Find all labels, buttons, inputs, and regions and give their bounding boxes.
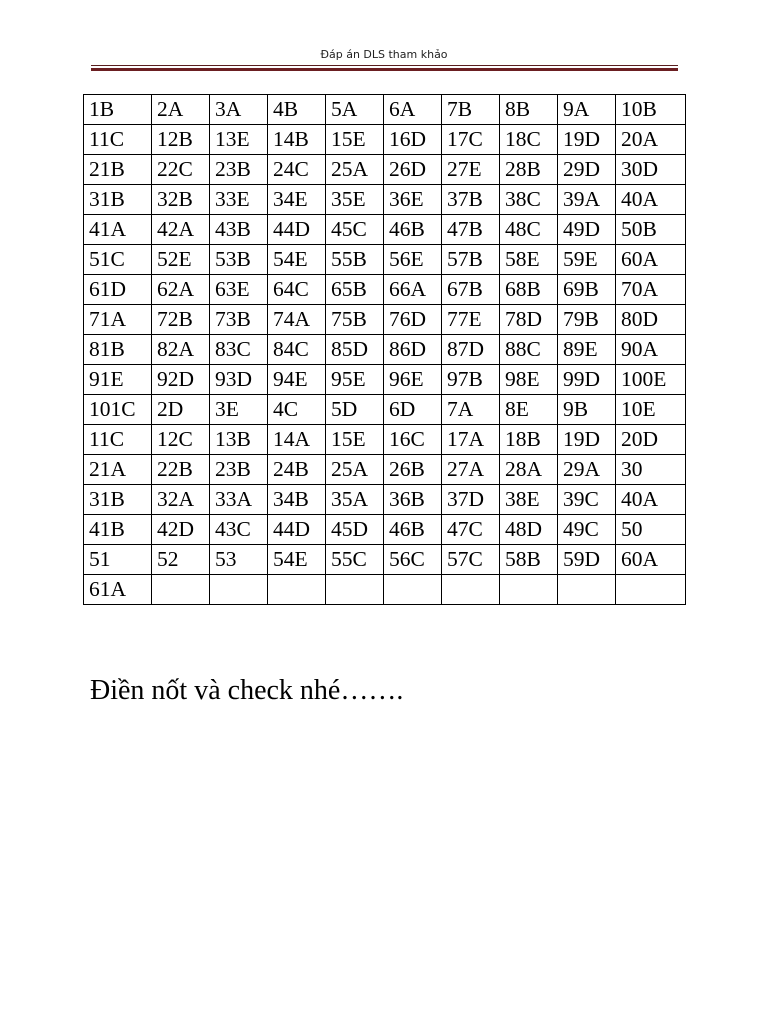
- answer-cell: 25A: [326, 155, 384, 185]
- answer-cell: 69B: [558, 275, 616, 305]
- answer-cell: 81B: [84, 335, 152, 365]
- answer-cell: 40A: [616, 485, 686, 515]
- answer-cell: 31B: [84, 185, 152, 215]
- answer-cell: 30D: [616, 155, 686, 185]
- answer-cell: 23B: [210, 455, 268, 485]
- answer-cell: 76D: [384, 305, 442, 335]
- answer-cell: 68B: [500, 275, 558, 305]
- answer-cell: 46B: [384, 515, 442, 545]
- answer-cell: 83C: [210, 335, 268, 365]
- answer-cell: 11C: [84, 425, 152, 455]
- answer-cell: 67B: [442, 275, 500, 305]
- answer-cell: 79B: [558, 305, 616, 335]
- answer-cell: 49D: [558, 215, 616, 245]
- table-row: [84, 95, 686, 125]
- answer-cell: 15E: [326, 125, 384, 155]
- answer-cell: 3A: [210, 95, 268, 125]
- answer-cell: [384, 575, 442, 605]
- answer-cell: 61D: [84, 275, 152, 305]
- answer-cell: 32B: [152, 185, 210, 215]
- answer-cell: 19D: [558, 125, 616, 155]
- answer-cell: 29D: [558, 155, 616, 185]
- table-row: [84, 395, 686, 425]
- answer-cell: [268, 575, 326, 605]
- table-row: [84, 155, 686, 185]
- answer-cell: 41A: [84, 215, 152, 245]
- answer-cell: 98E: [500, 365, 558, 395]
- answer-cell: 34B: [268, 485, 326, 515]
- closing-note: Điền nốt và check nhé…….: [90, 675, 404, 706]
- answer-cell: 96E: [384, 365, 442, 395]
- answer-cell: 85D: [326, 335, 384, 365]
- table-row: [84, 215, 686, 245]
- answer-cell: 1B: [84, 95, 152, 125]
- answer-cell: [442, 575, 500, 605]
- answer-cell: 40A: [616, 185, 686, 215]
- answer-cell: 43C: [210, 515, 268, 545]
- answer-cell: 72B: [152, 305, 210, 335]
- answer-cell: 88C: [500, 335, 558, 365]
- answer-cell: 39C: [558, 485, 616, 515]
- answer-cell: [210, 575, 268, 605]
- answer-cell: 10E: [616, 395, 686, 425]
- answer-cell: 7B: [442, 95, 500, 125]
- answer-cell: 18B: [500, 425, 558, 455]
- answer-cell: 28B: [500, 155, 558, 185]
- table-row: [84, 545, 686, 575]
- table-row: [84, 245, 686, 275]
- answer-cell: 92D: [152, 365, 210, 395]
- answer-cell: 12C: [152, 425, 210, 455]
- answer-cell: 66A: [384, 275, 442, 305]
- answer-cell: 47C: [442, 515, 500, 545]
- answer-cell: 11C: [84, 125, 152, 155]
- table-row: [84, 575, 686, 605]
- header-divider-thick: [91, 68, 678, 71]
- answer-cell: 60A: [616, 545, 686, 575]
- answer-cell: 6D: [384, 395, 442, 425]
- answer-cell: 27A: [442, 455, 500, 485]
- answer-cell: 20D: [616, 425, 686, 455]
- answer-cell: 54E: [268, 245, 326, 275]
- answer-cell: [616, 575, 686, 605]
- answer-cell: 27E: [442, 155, 500, 185]
- answer-cell: 30: [616, 455, 686, 485]
- answer-cell: 84C: [268, 335, 326, 365]
- answer-cell: 87D: [442, 335, 500, 365]
- answer-cell: 51C: [84, 245, 152, 275]
- answer-cell: 22C: [152, 155, 210, 185]
- answer-cell: 17A: [442, 425, 500, 455]
- answer-cell: 59D: [558, 545, 616, 575]
- answer-cell: 18C: [500, 125, 558, 155]
- answer-cell: 50B: [616, 215, 686, 245]
- answer-cell: 4C: [268, 395, 326, 425]
- answer-cell: 44D: [268, 515, 326, 545]
- answer-cell: 53B: [210, 245, 268, 275]
- table-row: [84, 365, 686, 395]
- answer-cell: 46B: [384, 215, 442, 245]
- answer-cell: 2A: [152, 95, 210, 125]
- table-row: [84, 335, 686, 365]
- answer-cell: 32A: [152, 485, 210, 515]
- answer-cell: [558, 575, 616, 605]
- answer-cell: 7A: [442, 395, 500, 425]
- answer-cell: 37D: [442, 485, 500, 515]
- table-row: [84, 485, 686, 515]
- answer-cell: 50: [616, 515, 686, 545]
- document-header-title: Đáp án DLS tham khảo: [320, 48, 448, 61]
- answer-cell: 57C: [442, 545, 500, 575]
- answer-cell: 16D: [384, 125, 442, 155]
- answer-cell: 37B: [442, 185, 500, 215]
- answer-cell: 20A: [616, 125, 686, 155]
- answer-cell: 12B: [152, 125, 210, 155]
- answer-cell: 56E: [384, 245, 442, 275]
- answer-cell: 94E: [268, 365, 326, 395]
- table-row: [84, 455, 686, 485]
- answer-cell: 55B: [326, 245, 384, 275]
- answer-cell: 61A: [84, 575, 152, 605]
- answer-cell: 17C: [442, 125, 500, 155]
- answer-cell: 38C: [500, 185, 558, 215]
- answer-cell: 9B: [558, 395, 616, 425]
- answer-cell: 26B: [384, 455, 442, 485]
- answer-cell: 100E: [616, 365, 686, 395]
- answer-cell: 39A: [558, 185, 616, 215]
- answer-cell: 23B: [210, 155, 268, 185]
- answer-cell: 5D: [326, 395, 384, 425]
- answer-cell: 42A: [152, 215, 210, 245]
- answer-cell: 16C: [384, 425, 442, 455]
- answer-cell: 52E: [152, 245, 210, 275]
- answer-cell: 45C: [326, 215, 384, 245]
- answer-cell: 25A: [326, 455, 384, 485]
- answer-cell: 82A: [152, 335, 210, 365]
- answer-cell: 65B: [326, 275, 384, 305]
- table-row: [84, 515, 686, 545]
- header-divider-thin: [91, 65, 678, 66]
- answer-cell: 29A: [558, 455, 616, 485]
- answer-cell: 3E: [210, 395, 268, 425]
- answer-cell: 10B: [616, 95, 686, 125]
- answer-cell: 28A: [500, 455, 558, 485]
- answer-cell: 6A: [384, 95, 442, 125]
- answer-cell: [500, 575, 558, 605]
- answer-cell: 33E: [210, 185, 268, 215]
- answer-cell: 75B: [326, 305, 384, 335]
- answer-cell: 56C: [384, 545, 442, 575]
- answer-key-table: [83, 94, 686, 605]
- answer-cell: 58E: [500, 245, 558, 275]
- answer-cell: 13B: [210, 425, 268, 455]
- answer-cell: 93D: [210, 365, 268, 395]
- answer-cell: 24B: [268, 455, 326, 485]
- answer-cell: 49C: [558, 515, 616, 545]
- answer-cell: 54E: [268, 545, 326, 575]
- answer-cell: 22B: [152, 455, 210, 485]
- answer-cell: 74A: [268, 305, 326, 335]
- table-row: [84, 305, 686, 335]
- answer-cell: 41B: [84, 515, 152, 545]
- answer-cell: 47B: [442, 215, 500, 245]
- answer-cell: 14A: [268, 425, 326, 455]
- answer-cell: 86D: [384, 335, 442, 365]
- answer-cell: 38E: [500, 485, 558, 515]
- answer-cell: 44D: [268, 215, 326, 245]
- answer-cell: 48D: [500, 515, 558, 545]
- answer-cell: 35A: [326, 485, 384, 515]
- answer-cell: 2D: [152, 395, 210, 425]
- answer-cell: [152, 575, 210, 605]
- answer-cell: [326, 575, 384, 605]
- answer-cell: 43B: [210, 215, 268, 245]
- answer-cell: 34E: [268, 185, 326, 215]
- answer-cell: 73B: [210, 305, 268, 335]
- answer-cell: 45D: [326, 515, 384, 545]
- answer-cell: 53: [210, 545, 268, 575]
- answer-cell: 60A: [616, 245, 686, 275]
- answer-cell: 64C: [268, 275, 326, 305]
- answer-cell: 63E: [210, 275, 268, 305]
- table-row: [84, 275, 686, 305]
- answer-cell: 24C: [268, 155, 326, 185]
- answer-cell: 8B: [500, 95, 558, 125]
- answer-cell: 90A: [616, 335, 686, 365]
- answer-cell: 36B: [384, 485, 442, 515]
- answer-cell: 70A: [616, 275, 686, 305]
- table-row: [84, 185, 686, 215]
- answer-table-body: [84, 95, 686, 605]
- answer-cell: 59E: [558, 245, 616, 275]
- answer-cell: 57B: [442, 245, 500, 275]
- answer-cell: 48C: [500, 215, 558, 245]
- answer-cell: 91E: [84, 365, 152, 395]
- answer-cell: 97B: [442, 365, 500, 395]
- answer-cell: 35E: [326, 185, 384, 215]
- answer-cell: 36E: [384, 185, 442, 215]
- answer-cell: 26D: [384, 155, 442, 185]
- answer-cell: 62A: [152, 275, 210, 305]
- answer-cell: 51: [84, 545, 152, 575]
- answer-cell: 5A: [326, 95, 384, 125]
- answer-cell: 78D: [500, 305, 558, 335]
- answer-cell: 4B: [268, 95, 326, 125]
- answer-cell: 101C: [84, 395, 152, 425]
- answer-cell: 8E: [500, 395, 558, 425]
- answer-cell: 9A: [558, 95, 616, 125]
- answer-cell: 58B: [500, 545, 558, 575]
- answer-cell: 99D: [558, 365, 616, 395]
- answer-cell: 33A: [210, 485, 268, 515]
- answer-cell: 13E: [210, 125, 268, 155]
- answer-cell: 42D: [152, 515, 210, 545]
- answer-cell: 71A: [84, 305, 152, 335]
- answer-cell: 52: [152, 545, 210, 575]
- answer-cell: 80D: [616, 305, 686, 335]
- answer-cell: 31B: [84, 485, 152, 515]
- answer-cell: 19D: [558, 425, 616, 455]
- answer-cell: 77E: [442, 305, 500, 335]
- table-row: [84, 425, 686, 455]
- answer-cell: 95E: [326, 365, 384, 395]
- answer-cell: 14B: [268, 125, 326, 155]
- answer-cell: 21A: [84, 455, 152, 485]
- table-row: [84, 125, 686, 155]
- answer-cell: 89E: [558, 335, 616, 365]
- answer-cell: 21B: [84, 155, 152, 185]
- answer-cell: 55C: [326, 545, 384, 575]
- answer-cell: 15E: [326, 425, 384, 455]
